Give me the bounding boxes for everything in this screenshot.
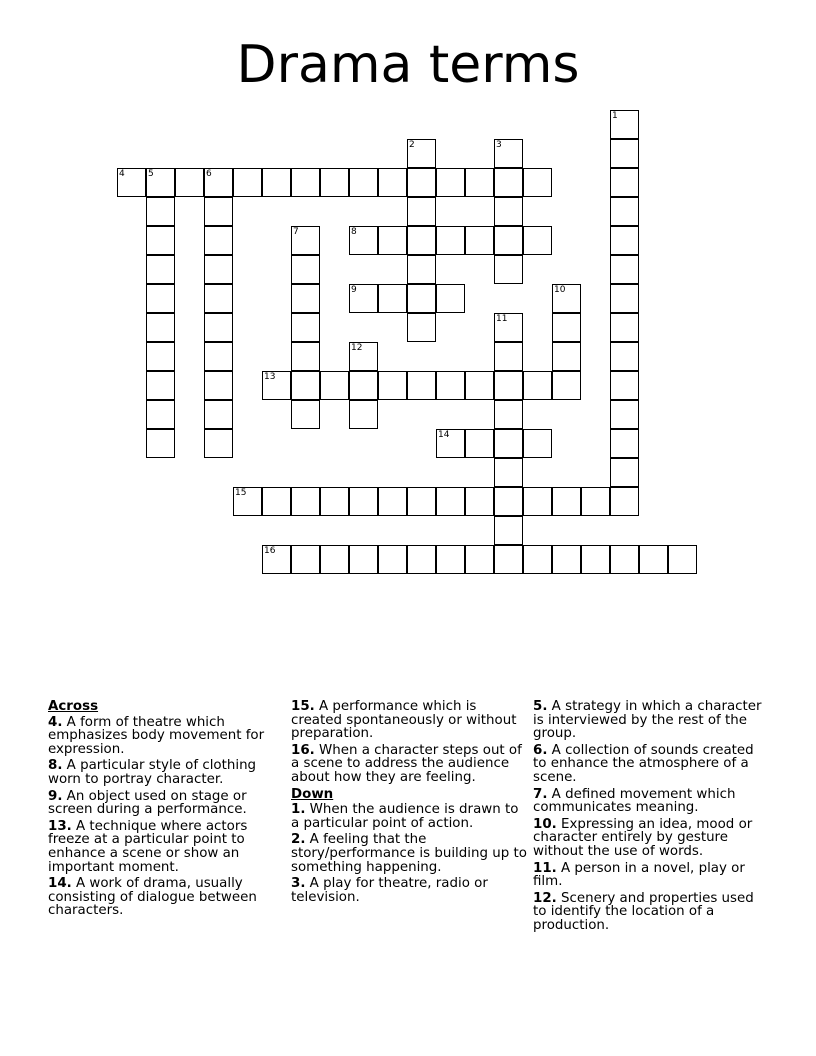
grid-cell[interactable] — [349, 284, 378, 313]
grid-cell[interactable] — [320, 487, 349, 516]
grid-cell[interactable] — [494, 487, 523, 516]
cell-number: 2 — [409, 140, 415, 150]
grid-cell[interactable] — [291, 487, 320, 516]
grid-cell[interactable] — [262, 168, 291, 197]
grid-cell[interactable] — [146, 400, 175, 429]
grid-cell[interactable] — [349, 400, 378, 429]
grid-cell[interactable] — [204, 284, 233, 313]
clue-down-7: 7. A defined movement which communicates meaning. — [533, 786, 736, 816]
grid-cell[interactable] — [523, 545, 552, 574]
cell-number: 16 — [264, 546, 276, 556]
grid-cell[interactable] — [494, 429, 523, 458]
grid-cell[interactable] — [436, 429, 465, 458]
grid-cell[interactable] — [146, 197, 175, 226]
grid-cell[interactable] — [146, 342, 175, 371]
cell-number: 12 — [351, 343, 363, 353]
grid-cell[interactable] — [552, 284, 581, 313]
grid-cell[interactable] — [117, 168, 146, 197]
grid-cell[interactable] — [436, 371, 465, 400]
grid-cell[interactable] — [407, 545, 436, 574]
grid-cell[interactable] — [436, 168, 465, 197]
grid-cell[interactable] — [407, 371, 436, 400]
grid-cell[interactable] — [610, 110, 639, 139]
grid-cell[interactable] — [610, 255, 639, 284]
cell-number: 4 — [119, 169, 125, 179]
grid-cell[interactable] — [465, 371, 494, 400]
grid-cell[interactable] — [204, 168, 233, 197]
grid-cell[interactable] — [204, 313, 233, 342]
clue-down-11: 11. A person in a novel, play or film. — [533, 860, 745, 890]
grid-cell[interactable] — [581, 487, 610, 516]
grid-cell[interactable] — [233, 168, 262, 197]
grid-cell[interactable] — [291, 545, 320, 574]
clue-across-15: 15. A performance which is created spontaneously or without preparation. — [291, 699, 517, 742]
grid-cell[interactable] — [523, 226, 552, 255]
grid-cell[interactable] — [494, 255, 523, 284]
cell-number: 8 — [351, 227, 357, 237]
grid-cell[interactable] — [320, 168, 349, 197]
cell-number: 15 — [235, 488, 247, 498]
grid-cell[interactable] — [465, 487, 494, 516]
cell-number: 5 — [148, 169, 154, 179]
grid-cell[interactable] — [610, 342, 639, 371]
grid-cell[interactable] — [204, 371, 233, 400]
grid-cell[interactable] — [523, 168, 552, 197]
grid-cell[interactable] — [494, 545, 523, 574]
grid-cell[interactable] — [291, 255, 320, 284]
grid-cell[interactable] — [378, 371, 407, 400]
grid-cell[interactable] — [262, 545, 291, 574]
clue-down-2: 2. A feeling that the story/performance is building up to something happening. — [291, 832, 527, 875]
grid-cell[interactable] — [610, 197, 639, 226]
grid-cell[interactable] — [146, 255, 175, 284]
grid-cell[interactable] — [291, 342, 320, 371]
down-heading: Down — [291, 786, 334, 802]
grid-cell[interactable] — [378, 226, 407, 255]
grid-cell[interactable] — [610, 545, 639, 574]
grid-cell[interactable] — [407, 487, 436, 516]
grid-cell[interactable] — [320, 545, 349, 574]
grid-cell[interactable] — [349, 226, 378, 255]
grid-cell[interactable] — [146, 371, 175, 400]
grid-cell[interactable] — [407, 284, 436, 313]
grid-cell[interactable] — [378, 168, 407, 197]
grid-cell[interactable] — [320, 371, 349, 400]
clue-down-12: 12. Scenery and properties used to identify the location of a production. — [533, 890, 754, 933]
grid-cell[interactable] — [523, 371, 552, 400]
grid-cell[interactable] — [146, 313, 175, 342]
grid-cell[interactable] — [349, 168, 378, 197]
grid-cell[interactable] — [291, 313, 320, 342]
grid-cell[interactable] — [610, 458, 639, 487]
grid-cell[interactable] — [291, 226, 320, 255]
grid-cell[interactable] — [494, 168, 523, 197]
clue-across-13: 13. A technique where actors freeze at a particular point to enhance a scene or show an important moment. — [48, 818, 248, 875]
across-heading: Across — [48, 699, 99, 714]
cell-number: 6 — [206, 169, 212, 179]
clue-down-6: 6. A collection of sounds created to enhance the atmosphere of a scene. — [533, 742, 754, 785]
grid-cell[interactable] — [552, 545, 581, 574]
grid-cell[interactable] — [552, 313, 581, 342]
grid-cell[interactable] — [146, 429, 175, 458]
grid-cell[interactable] — [378, 545, 407, 574]
cell-number: 9 — [351, 285, 357, 295]
cell-number: 11 — [496, 314, 508, 324]
grid-cell[interactable] — [494, 516, 523, 545]
cell-number: 3 — [496, 140, 502, 150]
grid-cell[interactable] — [465, 226, 494, 255]
clue-down-10: 10. Expressing an idea, mood or character entirely by gesture without the use of words. — [533, 816, 753, 859]
grid-cell[interactable] — [610, 371, 639, 400]
grid-cell[interactable] — [291, 400, 320, 429]
grid-cell[interactable] — [146, 168, 175, 197]
clue-across-9: 9. An object used on stage or screen during a performance. — [48, 788, 247, 818]
grid-cell[interactable] — [146, 226, 175, 255]
cell-number: 1 — [612, 111, 618, 121]
grid-cell[interactable] — [378, 487, 407, 516]
grid-cell[interactable] — [204, 255, 233, 284]
grid-cell[interactable] — [552, 342, 581, 371]
grid-cell[interactable] — [639, 545, 668, 574]
grid-cell[interactable] — [465, 545, 494, 574]
grid-cell[interactable] — [407, 197, 436, 226]
grid-cell[interactable] — [610, 139, 639, 168]
grid-cell[interactable] — [523, 429, 552, 458]
grid-cell[interactable] — [494, 342, 523, 371]
grid-cell[interactable] — [610, 284, 639, 313]
grid-cell[interactable] — [204, 226, 233, 255]
grid-cell[interactable] — [610, 429, 639, 458]
grid-cell[interactable] — [204, 400, 233, 429]
grid-cell[interactable] — [610, 226, 639, 255]
grid-cell[interactable] — [552, 371, 581, 400]
grid-cell[interactable] — [523, 487, 552, 516]
grid-cell[interactable] — [407, 168, 436, 197]
grid-cell[interactable] — [494, 139, 523, 168]
grid-cell[interactable] — [378, 284, 407, 313]
grid-cell[interactable] — [494, 197, 523, 226]
clue-column-1 — [48, 700, 284, 921]
cell-number: 10 — [554, 285, 566, 295]
cell-number: 14 — [438, 430, 450, 440]
clue-down-5: 5. A strategy in which a character is interviewed by the rest of the group. — [533, 699, 762, 742]
grid-cell[interactable] — [494, 400, 523, 429]
clue-across-8: 8. A particular style of clothing worn to portray character. — [48, 758, 257, 787]
grid-cell[interactable] — [175, 168, 204, 197]
grid-cell[interactable] — [262, 487, 291, 516]
clue-across-4: 4. A form of theatre which emphasizes body movement for expression. — [48, 714, 265, 757]
clue-column-2 — [291, 700, 527, 907]
grid-cell[interactable] — [291, 284, 320, 313]
grid-cell[interactable] — [204, 429, 233, 458]
grid-cell[interactable] — [233, 487, 262, 516]
grid-cell[interactable] — [407, 313, 436, 342]
grid-cell[interactable] — [494, 371, 523, 400]
grid-cell[interactable] — [610, 487, 639, 516]
clue-across-14: 14. A work of drama, usually consisting of dialogue between characters. — [48, 876, 257, 919]
grid-cell[interactable] — [407, 139, 436, 168]
grid-cell[interactable] — [407, 255, 436, 284]
grid-cell[interactable] — [436, 284, 465, 313]
grid-cell[interactable] — [204, 342, 233, 371]
grid-cell[interactable] — [349, 545, 378, 574]
cell-number: 7 — [293, 227, 299, 237]
clue-down-1: 1. When the audience is drawn to a particular point of action. — [291, 802, 519, 831]
grid-cell[interactable] — [668, 545, 697, 574]
grid-cell[interactable] — [204, 197, 233, 226]
grid-cell[interactable] — [349, 371, 378, 400]
grid-cell[interactable] — [610, 400, 639, 429]
page-title: Drama terms — [236, 35, 580, 95]
clue-across-16: 16. When a character steps out of a scene to address the audience about how they are feeling. — [291, 742, 522, 785]
grid-cell[interactable] — [494, 313, 523, 342]
grid-cell[interactable] — [581, 545, 610, 574]
grid-cell[interactable] — [494, 458, 523, 487]
clue-column-3 — [533, 700, 769, 936]
grid-cell[interactable] — [465, 429, 494, 458]
grid-cell[interactable] — [146, 284, 175, 313]
grid-cell[interactable] — [262, 371, 291, 400]
grid-cell[interactable] — [436, 226, 465, 255]
grid-cell[interactable] — [552, 487, 581, 516]
grid-cell[interactable] — [465, 168, 494, 197]
grid-cell[interactable] — [610, 168, 639, 197]
clue-down-3: 3. A play for theatre, radio or television. — [291, 876, 488, 905]
grid-cell[interactable] — [494, 226, 523, 255]
grid-cell[interactable] — [610, 313, 639, 342]
grid-cell[interactable] — [291, 371, 320, 400]
grid-cell[interactable] — [349, 342, 378, 371]
grid-cell[interactable] — [436, 545, 465, 574]
grid-cell[interactable] — [291, 168, 320, 197]
grid-cell[interactable] — [436, 487, 465, 516]
grid-cell[interactable] — [407, 226, 436, 255]
grid-cell[interactable] — [349, 487, 378, 516]
cell-number: 13 — [264, 372, 276, 382]
